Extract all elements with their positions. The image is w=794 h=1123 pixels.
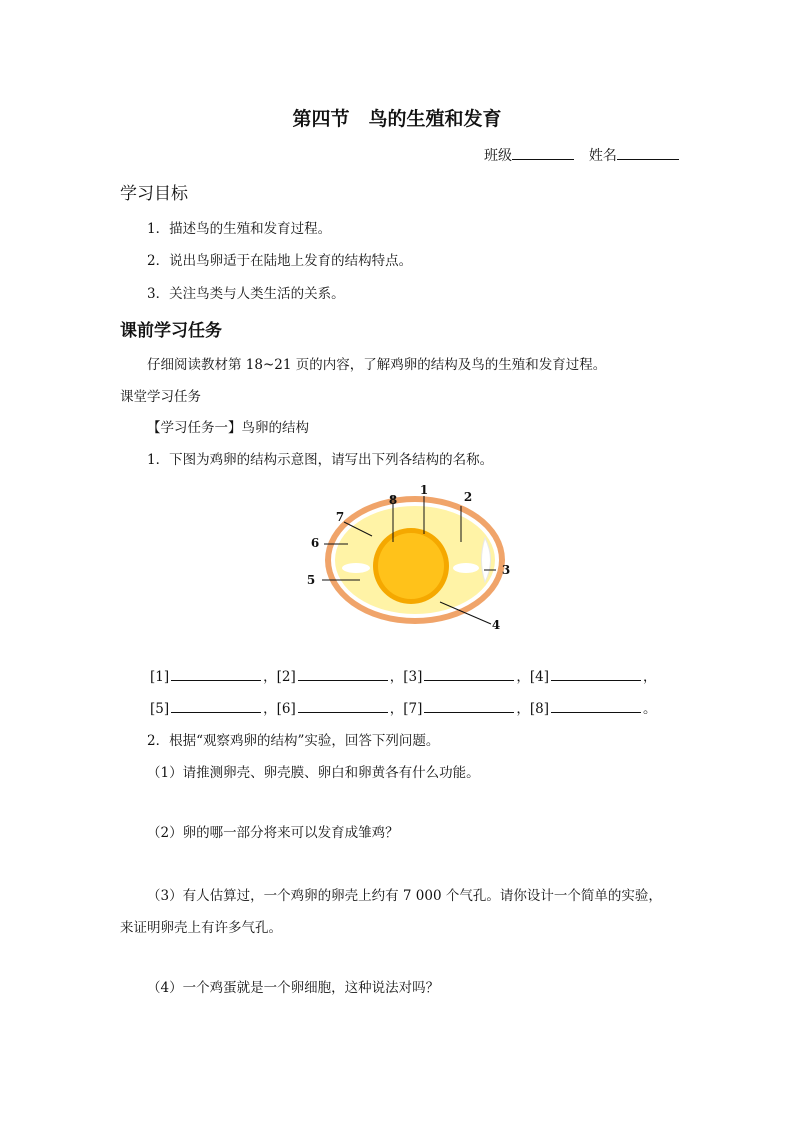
blank-label-1: [1] bbox=[150, 669, 170, 685]
objective-item: 2．说出鸟卵适于在陆地上发育的结构特点。 bbox=[147, 253, 413, 269]
egg-yolk-inner bbox=[378, 533, 444, 599]
blank-label-7: ，[7] bbox=[389, 701, 423, 717]
task1-title: 【学习任务一】鸟卵的结构 bbox=[147, 420, 309, 436]
answer-blanks-row-2 bbox=[150, 697, 657, 717]
student-info-line bbox=[484, 145, 679, 165]
page-title: 第四节 鸟的生殖和发育 bbox=[292, 108, 502, 130]
objectives-heading: 学习目标 bbox=[120, 184, 188, 204]
answer-blank-8[interactable] bbox=[551, 699, 641, 713]
answer-blanks-row-1 bbox=[150, 665, 657, 685]
diagram-label-4: 4 bbox=[491, 618, 501, 632]
diagram-label-5: 5 bbox=[306, 573, 316, 587]
name-blank[interactable] bbox=[617, 146, 679, 160]
sub-question-4: （4）一个鸡蛋就是一个卵细胞，这种说法对吗？ bbox=[147, 980, 440, 996]
answer-blank-7[interactable] bbox=[424, 699, 514, 713]
answer-blank-4[interactable] bbox=[551, 667, 641, 681]
name-label: 姓名 bbox=[588, 148, 617, 164]
sub-question-1: （1）请推测卵壳、卵壳膜、卵白和卵黄各有什么功能。 bbox=[147, 765, 480, 781]
objective-item: 1．描述鸟的生殖和发育过程。 bbox=[147, 221, 332, 237]
diagram-label-2: 2 bbox=[463, 490, 473, 504]
preclass-heading: 课前学习任务 bbox=[120, 321, 222, 341]
blank-label-6: ，[6] bbox=[263, 701, 296, 717]
sub-question-3-cont: 来证明卵壳上有许多气孔。 bbox=[120, 920, 282, 936]
diagram-label-8: 8 bbox=[388, 493, 398, 507]
blank-label-8: ，[8] bbox=[516, 701, 549, 717]
answer-blank-5[interactable] bbox=[171, 699, 261, 713]
blank-label-5: [5] bbox=[150, 701, 170, 717]
objective-item: 3．关注鸟类与人类生活的关系。 bbox=[147, 286, 345, 302]
class-blank[interactable] bbox=[512, 146, 574, 160]
chalaza-left bbox=[342, 563, 370, 573]
row-end-punct: 。 bbox=[643, 701, 657, 717]
answer-blank-3[interactable] bbox=[424, 667, 514, 681]
sub-question-2: （2）卵的哪一部分将来可以发育成雏鸡？ bbox=[147, 825, 399, 841]
answer-blank-6[interactable] bbox=[298, 699, 388, 713]
answer-blank-2[interactable] bbox=[298, 667, 388, 681]
row-end-punct: ， bbox=[643, 669, 657, 685]
diagram-label-7: 7 bbox=[335, 510, 345, 524]
question-1: 1．下图为鸡卵的结构示意图，请写出下列各结构的名称。 bbox=[147, 452, 494, 468]
class-label: 班级 bbox=[484, 148, 512, 164]
inclass-heading: 课堂学习任务 bbox=[120, 389, 201, 405]
answer-blank-1[interactable] bbox=[171, 667, 261, 681]
egg-structure-diagram bbox=[300, 480, 520, 635]
diagram-label-1: 1 bbox=[419, 483, 429, 497]
diagram-label-6: 6 bbox=[310, 536, 320, 550]
diagram-label-3: 3 bbox=[501, 563, 511, 577]
blank-label-3: ，[3] bbox=[389, 669, 423, 685]
blank-label-2: ，[2] bbox=[263, 669, 296, 685]
blank-label-4: ，[4] bbox=[516, 669, 549, 685]
preclass-text: 仔细阅读教材第 18~21 页的内容，了解鸡卵的结构及鸟的生殖和发育过程。 bbox=[147, 357, 607, 373]
sub-question-3: （3）有人估算过，一个鸡卵的卵壳上约有 7 000 个气孔。请你设计一个简单的实验， bbox=[147, 888, 662, 904]
question-2: 2．根据“观察鸡卵的结构”实验，回答下列问题。 bbox=[147, 733, 440, 749]
chalaza-right bbox=[453, 563, 479, 573]
